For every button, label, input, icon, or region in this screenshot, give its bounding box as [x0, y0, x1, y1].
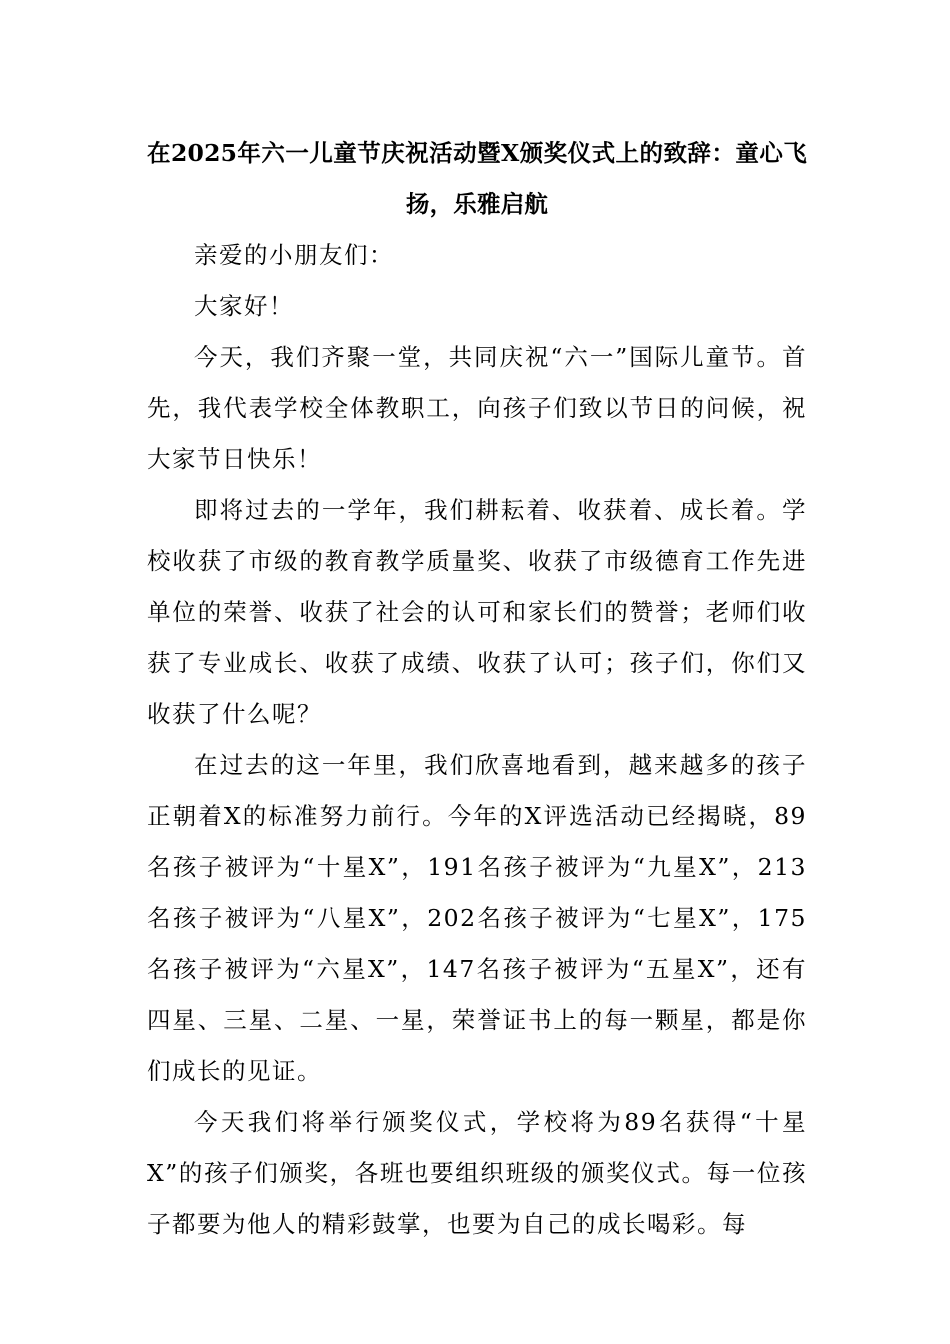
document-page [147, 128, 807, 1250]
greeting: 大家好！ [194, 292, 294, 320]
paragraph-achievements: 即将过去的一学年，我们耕耘着、收获着、成长着。学校收获了市级的教育教学质量奖、收获了市级德育工作先进单位的荣誉、收获了社会的认可和家长们的赞誉；老师们收获了专业成长、收获了成绩、收获了认可；孩子们，你们又收获了什么呢？ [147, 496, 807, 728]
paragraph-ceremony: 今天我们将举行颁奖仪式，学校将为89名获得“十星X”的孩子们颁奖，各班也要组织班级的颁奖仪式。每一位孩子都要为他人的精彩鼓掌，也要为自己的成长喝彩。每 [147, 1108, 807, 1238]
paragraph-star-awards: 在过去的这一年里，我们欣喜地看到，越来越多的孩子正朝着X的标准努力前行。今年的X评选活动已经揭晓，89名孩子被评为“十星X”，191名孩子被评为“九星X”，213名孩子被评为“八星X”，202名孩子被评为“七星X”，175名孩子被评为“六星X”，147名孩子被评为“五星X”，还有四星、三星、二星、一星，荣誉证书上的每一颗星，都是你们成长的见证。 [147, 751, 807, 1085]
document-title: 在2025年六一儿童节庆祝活动暨X颁奖仪式上的致辞：童心飞扬，乐雅启航 [147, 139, 807, 218]
paragraph-opening: 今天，我们齐聚一堂，共同庆祝“六一”国际儿童节。首先，我代表学校全体教职工，向孩子们致以节日的问候，祝大家节日快乐！ [147, 343, 807, 473]
salutation: 亲爱的小朋友们： [194, 241, 394, 269]
